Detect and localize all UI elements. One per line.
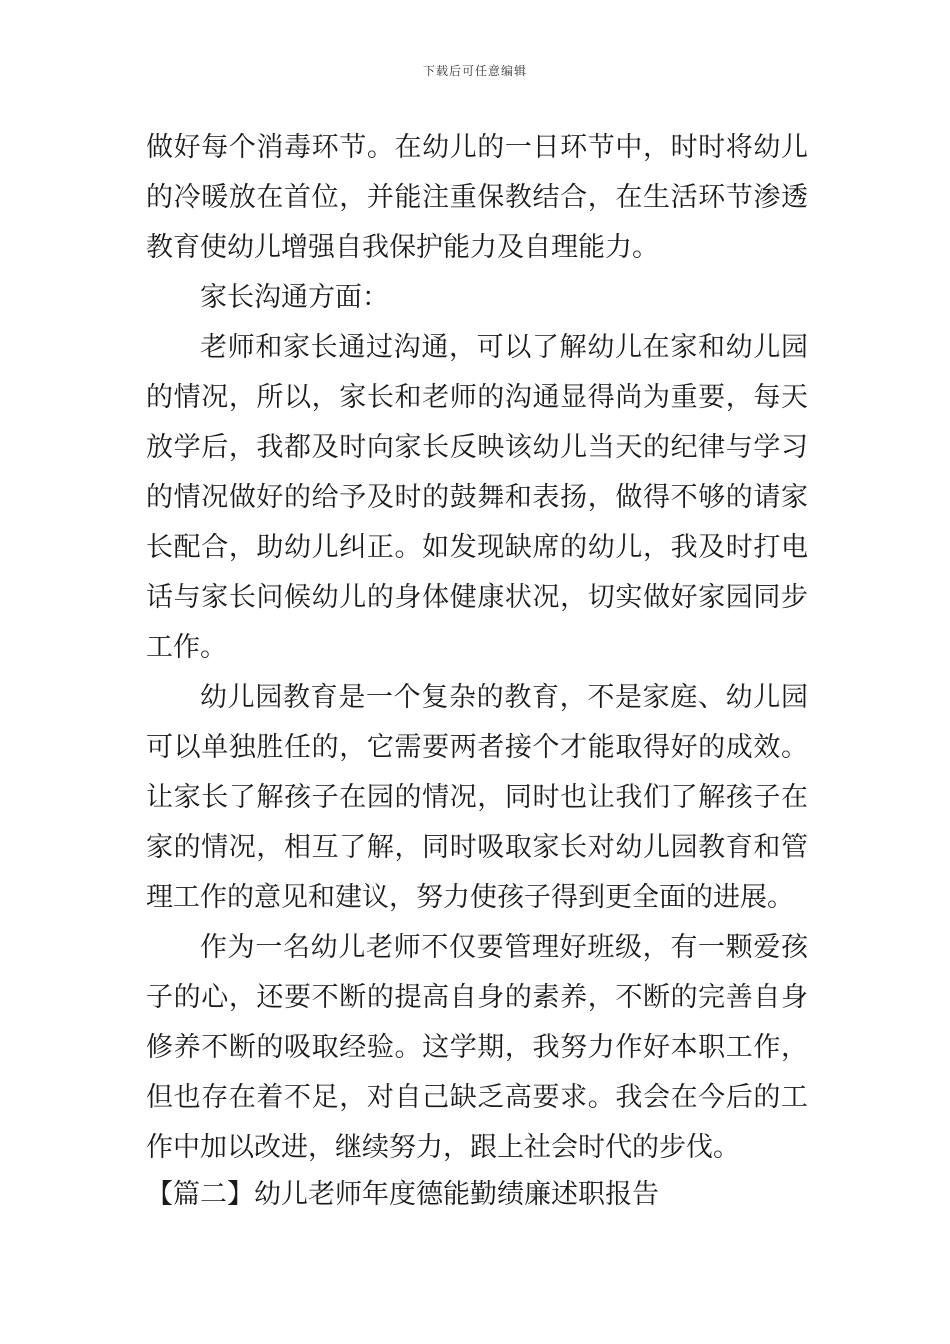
paragraph-continuation: 做好每个消毒环节。在幼儿的一日环节中，时时将幼儿的冷暖放在首位，并能注重保教结合，在生活环节渗透教育使幼儿增强自我保护能力及自理能力。 (146, 132, 808, 263)
paragraph: 幼儿园教育是一个复杂的教育，不是家庭、幼儿园可以单独胜任的，它需要两者接个才能取得好的成效。让家长了解孩子在园的情况，同时也让我们了解孩子在家的情况，相互了解，同时吸取家长对幼儿园教育和管理工作的意见和建议，努力使孩子得到更全面的进展。 (146, 682, 808, 913)
page-header: 下载后可任意编辑 (422, 64, 527, 78)
document-body (146, 123, 808, 1173)
section-title: 【篇二】幼儿老师年度德能勤绩廉述职报告 (146, 1179, 659, 1210)
paragraph-subheading: 家长沟通方面： (200, 282, 389, 313)
paragraph: 老师和家长通过沟通，可以了解幼儿在家和幼儿园的情况，所以，家长和老师的沟通显得尚为重要，每天放学后，我都及时向家长反映该幼儿当天的纪律与学习的情况做好的给予及时的鼓舞和表扬，做得不够的请家长配合，助幼儿纠正。如发现缺席的幼儿，我及时打电话与家长问候幼儿的身体健康状况，切实做好家园同步工作。 (146, 332, 808, 663)
paragraph: 作为一名幼儿老师不仅要管理好班级，有一颗爱孩子的心，还要不断的提高自身的素养，不断的完善自身修养不断的吸取经验。这学期，我努力作好本职工作，但也存在着不足，对自己缺乏高要求。我会在今后的工作中加以改进，继续努力，跟上社会时代的步伐。 (146, 932, 808, 1163)
